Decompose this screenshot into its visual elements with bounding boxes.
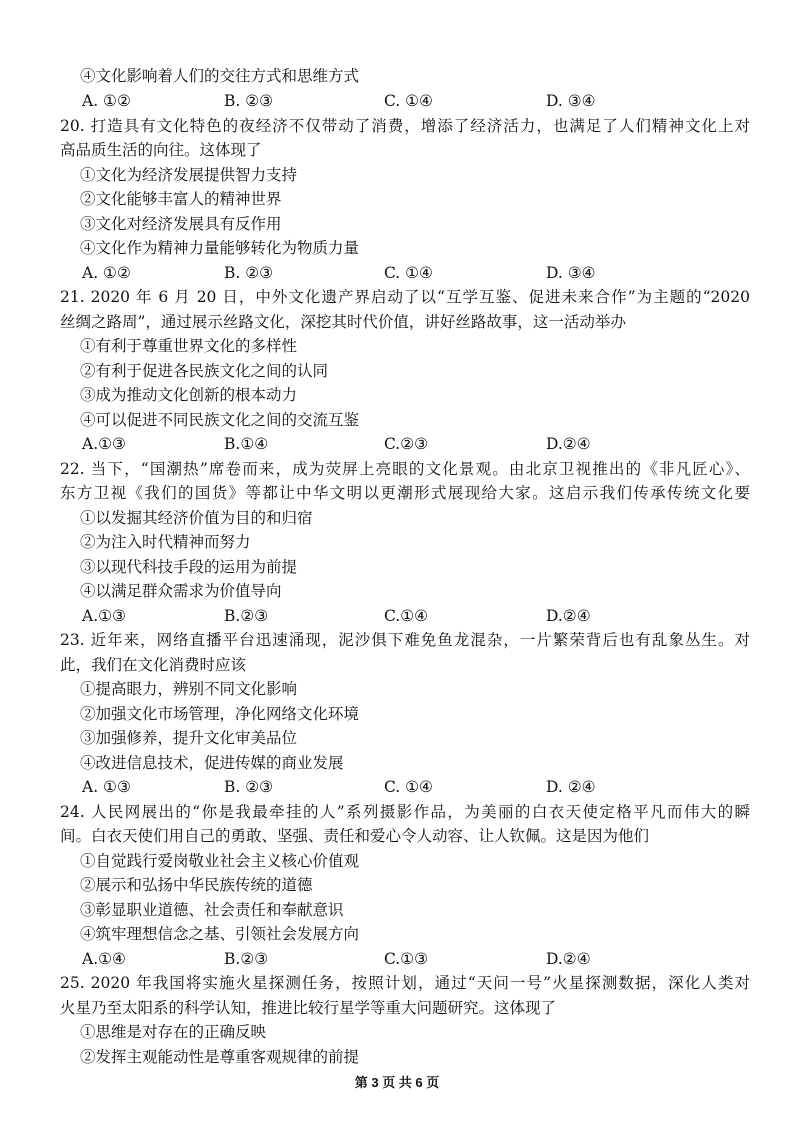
q25-stem-line1: 25. 2020 年我国将实施火星探测任务，按照计划，通过“天问一号”火星探测数据，深化人类对 [60, 974, 750, 992]
q23-stem-line2: 此，我们在文化消费时应该 [60, 656, 247, 674]
q23-choice-b[interactable]: B. ②③ [224, 778, 274, 796]
q20-answer-choices [82, 261, 722, 285]
q22-option-2: ②为注入时代精神而努力 [80, 533, 251, 551]
q22-option-3: ③以现代科技手段的运用为前提 [80, 558, 298, 576]
q22-choice-d[interactable]: D.②④ [546, 607, 591, 625]
q23-option-3: ③加强修养，提升文化审美品位 [80, 729, 298, 747]
q23-choice-a[interactable]: A. ①③ [82, 778, 131, 796]
q23-choice-c[interactable]: C. ①④ [384, 778, 433, 796]
q24-option-2: ②展示和弘扬中华民族传统的道德 [80, 876, 313, 894]
q22-choice-a[interactable]: A.①③ [82, 607, 126, 625]
q22-stem-line2: 东方卫视《我们的国货》等都让中华文明以更潮形式展现给大家。这启示我们传承传统文化要 [60, 484, 750, 502]
q19-choice-d[interactable]: D. ③④ [546, 92, 596, 110]
q23-stem-line1: 23. 近年来，网络直播平台迅速涌现，泥沙俱下难免鱼龙混杂，一片繁荣背后也有乱象丛生。对 [60, 631, 750, 649]
q20-option-2: ②文化能够丰富人的精神世界 [80, 190, 282, 208]
q22-choice-c[interactable]: C.①④ [384, 607, 429, 625]
q19-choice-a[interactable]: A. ①② [82, 92, 131, 110]
q23-option-2: ②加强文化市场管理，净化网络文化环境 [80, 705, 360, 723]
q24-stem-line1: 24. 人民网展出的“你是我最牵挂的人”系列摄影作品，为美丽的白衣天使定格平凡而伟大的瞬 [60, 803, 750, 821]
q21-option-2: ②有利于促进各民族文化之间的认同 [80, 362, 329, 380]
q19-choice-b[interactable]: B. ②③ [224, 92, 274, 110]
q20-option-1: ①文化为经济发展提供智力支持 [80, 166, 298, 184]
q20-choice-b[interactable]: B. ②③ [224, 264, 274, 282]
q21-choice-d[interactable]: D.②④ [546, 435, 591, 453]
q22-choice-b[interactable]: B.②③ [224, 607, 269, 625]
q22-stem-line1: 22. 当下，“国潮热”席卷而来，成为荧屏上亮眼的文化景观。由北京卫视推出的《非凡匠心》、 [60, 460, 750, 478]
q19-option-4: ④文化影响着人们的交往方式和思维方式 [80, 67, 360, 85]
q23-option-1: ①提高眼力，辨别不同文化影响 [80, 680, 298, 698]
q24-stem-line2: 间。白衣天使们用自己的勇敢、坚强、责任和爱心令人动容、让人钦佩。这是因为他们 [60, 827, 650, 845]
q25-option-2: ②发挥主观能动性是尊重客观规律的前提 [80, 1048, 360, 1066]
q20-choice-c[interactable]: C. ①④ [384, 264, 433, 282]
q25-stem-line2: 火星乃至太阳系的科学认知，推进比较行星学等重大问题研究。这体现了 [60, 999, 557, 1017]
q24-option-4: ④筑牢理想信念之基、引领社会发展方向 [80, 925, 360, 943]
q22-option-4: ④以满足群众需求为价值导向 [80, 582, 282, 600]
q20-stem-line1: 20. 打造具有文化特色的夜经济不仅带动了消费，增添了经济活力，也满足了人们精神文化上对 [60, 117, 750, 135]
q21-choice-b[interactable]: B.①④ [224, 435, 269, 453]
q24-choice-b[interactable]: B.②③ [224, 950, 269, 968]
q25-option-1: ①思维是对存在的正确反映 [80, 1023, 267, 1041]
q23-choice-d[interactable]: D. ②④ [546, 778, 596, 796]
q20-option-4: ④文化作为精神力量能够转化为物质力量 [80, 239, 360, 257]
q24-answer-choices [82, 947, 722, 971]
page-number-footer: 第 3 页 共 6 页 [354, 1075, 440, 1090]
q24-choice-c[interactable]: C.①③ [384, 950, 429, 968]
q24-option-1: ①自觉践行爱岗敬业社会主义核心价值观 [80, 852, 360, 870]
q21-answer-choices [82, 432, 722, 456]
q21-option-1: ①有利于尊重世界文化的多样性 [80, 337, 298, 355]
q20-option-3: ③文化对经济发展具有反作用 [80, 215, 282, 233]
q22-answer-choices [82, 604, 722, 628]
q19-choice-c[interactable]: C. ①④ [384, 92, 433, 110]
q23-answer-choices [82, 775, 722, 799]
q23-option-4: ④改进信息技术，促进传媒的商业发展 [80, 754, 344, 772]
q20-stem-line2: 高品质生活的向往。这体现了 [60, 141, 262, 159]
q24-choice-a[interactable]: A.①④ [82, 950, 126, 968]
q19-answer-choices [82, 89, 722, 113]
q22-option-1: ①以发掘其经济价值为目的和归宿 [80, 509, 313, 527]
q21-option-4: ④可以促进不同民族文化之间的交流互鉴 [80, 411, 360, 429]
q21-option-3: ③成为推动文化创新的根本动力 [80, 386, 298, 404]
q20-choice-a[interactable]: A. ①② [82, 264, 131, 282]
q20-choice-d[interactable]: D. ③④ [546, 264, 596, 282]
q21-stem-line2: 丝绸之路周”，通过展示丝路文化，深挖其时代价值，讲好丝路故事，这一活动举办 [60, 313, 626, 331]
q24-option-3: ③彰显职业道德、社会责任和奉献意识 [80, 901, 344, 919]
q24-choice-d[interactable]: D.②④ [546, 950, 591, 968]
q21-stem-line1: 21. 2020 年 6 月 20 日，中外文化遗产界启动了以“互学互鉴、促进未来合作”为主题的“2020 [60, 288, 750, 306]
q21-choice-a[interactable]: A.①③ [82, 435, 126, 453]
q21-choice-c[interactable]: C.②③ [384, 435, 429, 453]
